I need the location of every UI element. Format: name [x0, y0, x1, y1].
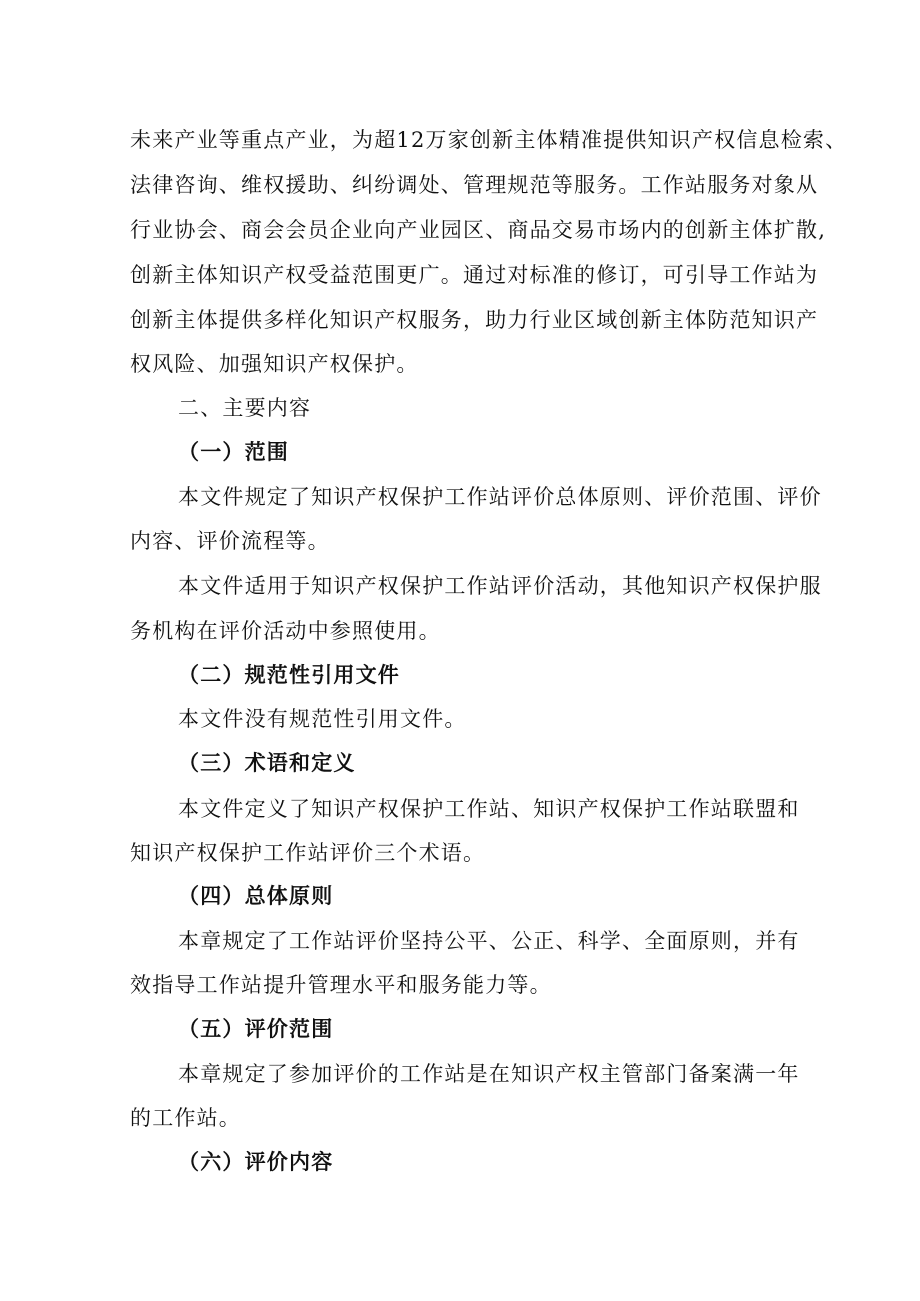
body-text-line: 内容、评价流程等。 [130, 529, 330, 553]
section-heading: 二、主要内容 [178, 396, 312, 420]
body-text-line: 本文件没有规范性引用文件。 [178, 707, 467, 731]
subsection-heading: （四）总体原则 [178, 884, 334, 908]
subsection-heading: （五）评价范围 [178, 1017, 334, 1041]
subsection-heading: （三）术语和定义 [178, 751, 356, 775]
subsection-heading: （二）规范性引用文件 [178, 663, 400, 687]
body-text-line: 本文件适用于知识产权保护工作站评价活动，其他知识产权保护服 [178, 574, 822, 598]
body-text-line: 法律咨询、维权援助、纠纷调处、管理规范等服务。工作站服务对象从 [130, 173, 819, 197]
body-text-line: 行业协会、商会会员企业向产业园区、商品交易市场内的创新主体扩散, [130, 218, 827, 242]
body-text-line: 知识产权保护工作站评价三个术语。 [130, 841, 486, 865]
body-text-line: 权风险、加强知识产权保护。 [130, 352, 419, 376]
body-text-line: 本文件规定了知识产权保护工作站评价总体原则、评价范围、评价 [178, 485, 822, 509]
body-text-line: 的工作站。 [130, 1106, 241, 1130]
body-text-line: 本文件定义了知识产权保护工作站、知识产权保护工作站联盟和 [178, 797, 800, 821]
body-text-line: 创新主体提供多样化知识产权服务，助力行业区域创新主体防范知识产 [130, 308, 819, 332]
subsection-heading: （六）评价内容 [178, 1150, 334, 1174]
body-text-line: 创新主体知识产权受益范围更广。通过对标准的修订，可引导工作站为 [130, 263, 819, 287]
body-text-line: 效指导工作站提升管理水平和服务能力等。 [130, 973, 552, 997]
body-text-line: 本章规定了工作站评价坚持公平、公正、科学、全面原则，并有 [178, 929, 800, 953]
body-text-line: 本章规定了参加评价的工作站是在知识产权主管部门备案满一年 [178, 1062, 800, 1086]
body-text-line: 务机构在评价活动中参照使用。 [130, 619, 441, 643]
body-text-line: 未来产业等重点产业，为超12万家创新主体精准提供知识产权信息检索、 [130, 128, 848, 152]
subsection-heading: （一）范围 [178, 440, 289, 464]
